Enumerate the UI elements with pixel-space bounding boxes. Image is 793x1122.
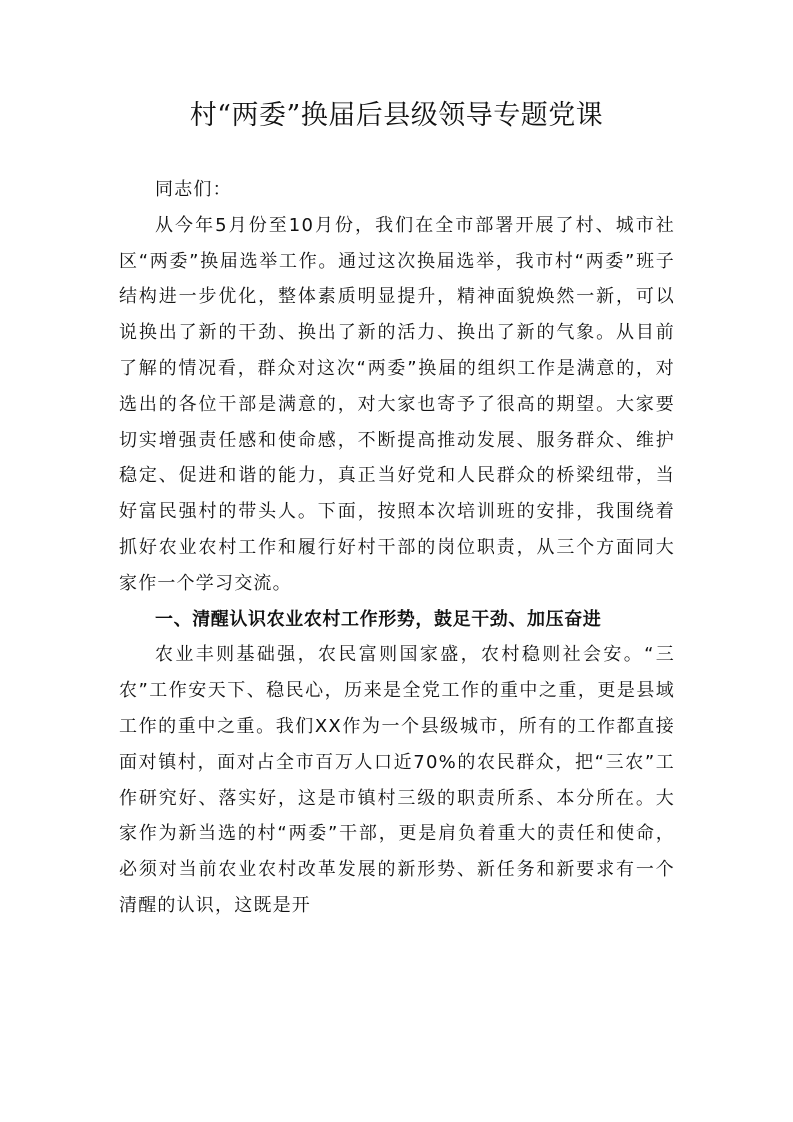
intro-paragraph: 从今年5月份至10月份，我们在全市部署开展了村、城市社区“两委”换届选举工作。通过这次换届选举，我市村“两委”班子结构进一步优化，整体素质明显提升，精神面貌焕然一新，可以说换出了新的干劲、换出了新的活力、换出了新的气象。从目前了解的情况看，群众对这次“两委”换届的组织工作是满意的，对选出的各位干部是满意的，对大家也寄予了很高的期望。大家要切实增强责任感和使命感，不断提高推动发展、服务群众、维护稳定、促进和谐的能力，真正当好党和人民群众的桥梁纽带，当好富民强村的带头人。下面，按照本次培训班的安排，我围绕着抓好农业农村工作和履行好村干部的岗位职责，从三个方面同大家作一个学习交流。 <box>119 214 675 594</box>
salutation: 同志们： <box>155 179 232 200</box>
section-heading: 一、清醒认识农业农村工作形势，鼓足干劲、加压奋进 <box>155 608 602 630</box>
document-title: 村“两委”换届后县级领导专题党课 <box>189 100 604 131</box>
section-paragraph: 农业丰则基础强，农民富则国家盛，农村稳则社会安。“三农”工作安天下、稳民心，历来是全党工作的重中之重，更是县域工作的重中之重。我们XX作为一个县级城市，所有的工作都直接面对镇村，面对占全市百万人口近70%的农民群众，把“三农”工作研究好、落实好，这是市镇村三级的职责所系、本分所在。大家作为新当选的村“两委”干部，更是肩负着重大的责任和使命，必须对当前农业农村改革发展的新形势、新任务和新要求有一个清醒的认识，这既是开 <box>119 644 675 916</box>
document-body <box>119 172 675 924</box>
